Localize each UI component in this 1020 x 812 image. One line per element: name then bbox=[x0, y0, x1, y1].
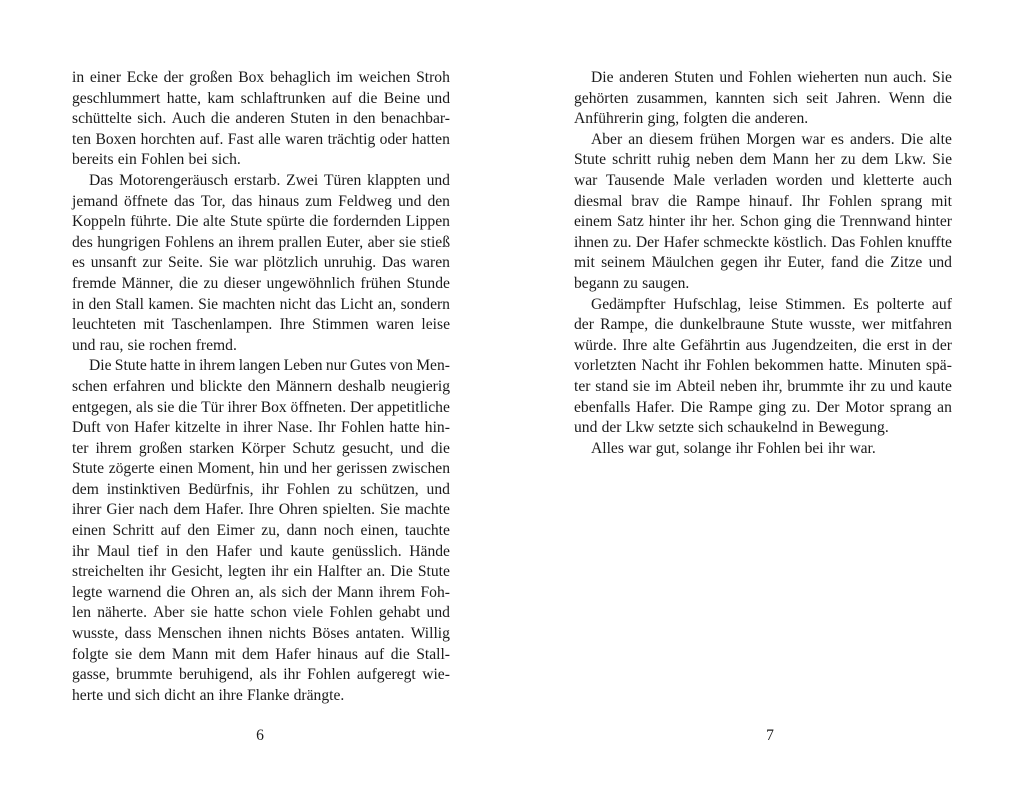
text-line: der Rampe, die dunkelbraune Stute wusste, wer mitfahren bbox=[574, 316, 952, 334]
text-line: und rau, sie rochen fremd. bbox=[72, 336, 237, 354]
text-line: Anführerin ging, folgten die anderen. bbox=[574, 110, 809, 128]
text-line: und der Lkw setzte sich schaukelnd in Bewegung. bbox=[574, 419, 889, 437]
text-line: wusste, dass Menschen ihnen nichts Böses antaten. Willig bbox=[72, 625, 450, 643]
text-line: einem Satz hinter ihr her. Schon ging die Trennwand hinter bbox=[574, 213, 952, 231]
text-line: jemand öffnete das Tor, das hinaus zum Feldweg und den bbox=[72, 192, 450, 210]
text-line: ihr Maul tief in den Hafer und kaute genüsslich. Hände bbox=[72, 542, 450, 560]
text-line: schen erfahren und blickte den Männern deshalb neugierig bbox=[72, 377, 450, 395]
text-line: in einer Ecke der großen Box behaglich im weichen Stroh bbox=[72, 69, 450, 86]
text-line: Das Motorengeräusch erstarb. Zwei Türen klappten und bbox=[89, 171, 450, 189]
text-line: dem instinktiven Bedürfnis, ihr Fohlen zu schützen, und bbox=[72, 480, 450, 498]
text-line: einen Schritt auf den Eimer zu, dann noch einen, tauchte bbox=[72, 522, 450, 540]
text-line: Die Stute hatte in ihrem langen Leben nur Gutes von Men- bbox=[89, 357, 450, 375]
right-page bbox=[510, 0, 1020, 812]
page-number-right: 7 bbox=[766, 727, 774, 744]
text-line: mit seinem Mäulchen gegen ihr Euter, fand die Zitze und bbox=[574, 254, 952, 272]
text-line: Duft von Hafer kitzelte in ihrer Nase. Ihr Fohlen hatte hin- bbox=[72, 419, 450, 437]
text-line: Stute zögerte einen Moment, hin und her gerissen zwischen bbox=[72, 460, 450, 478]
text-line: in den Stall kamen. Sie machten nicht das Licht an, sondern bbox=[72, 295, 450, 313]
right-page-text bbox=[574, 68, 952, 459]
text-line: Alles war gut, solange ihr Fohlen bei ihr war. bbox=[591, 439, 876, 457]
text-line: Die anderen Stuten und Fohlen wieherten nun auch. Sie bbox=[591, 69, 952, 86]
text-line: ter stand sie im Abteil neben ihr, brummte ihr zu und kaute bbox=[574, 377, 952, 395]
text-line: bereits ein Fohlen bei sich. bbox=[72, 151, 241, 169]
text-line: folgte sie dem Mann mit dem Hafer hinaus auf die Stall- bbox=[72, 645, 450, 663]
text-line: ten Boxen horchten auf. Fast alle waren trächtig oder hatten bbox=[72, 130, 450, 148]
text-line: ebenfalls Hafer. Die Rampe ging zu. Der Motor sprang an bbox=[574, 398, 952, 416]
text-line: Aber an diesem frühen Morgen war es anders. Die alte bbox=[591, 130, 952, 148]
text-line: Stute schritt ruhig neben dem Mann her zu dem Lkw. Sie bbox=[574, 151, 952, 169]
text-line: Koppeln führte. Die alte Stute spürte die fordernden Lippen bbox=[72, 213, 450, 231]
text-line: diesmal brav die Rampe hinauf. Ihr Fohlen sprang mit bbox=[574, 192, 952, 210]
text-line: ter ihrem großen starken Körper Schutz gesucht, und die bbox=[72, 439, 450, 457]
text-line: streichelten ihr Gesicht, legten ihr ein Halfter an. Die Stute bbox=[72, 563, 450, 581]
text-line: ihnen zu. Der Hafer schmeckte köstlich. Das Fohlen knuffte bbox=[574, 233, 952, 251]
text-line: Gedämpfter Hufschlag, leise Stimmen. Es polterte auf bbox=[591, 295, 952, 313]
text-line: len näherte. Aber sie hatte schon viele Fohlen gehabt und bbox=[72, 604, 450, 622]
text-line: gasse, brummte beruhigend, als ihr Fohlen aufgeregt wie- bbox=[72, 666, 450, 684]
text-line: leuchteten mit Taschenlampen. Ihre Stimmen waren leise bbox=[72, 316, 450, 334]
text-line: fremde Männer, die zu dieser ungewöhnlich frühen Stunde bbox=[72, 274, 450, 292]
text-line: begann zu saugen. bbox=[574, 274, 690, 292]
text-line: geschlummert hatte, kam schlaftrunken auf die Beine und bbox=[72, 89, 450, 107]
text-line: entgegen, als sie die Tür ihrer Box öffneten. Der appetitliche bbox=[72, 398, 450, 416]
left-page-text bbox=[72, 68, 450, 706]
text-line: legte warnend die Ohren an, als sich der Mann ihrem Foh- bbox=[72, 583, 450, 601]
text-line: schüttelte sich. Auch die anderen Stuten in den benachbar- bbox=[72, 110, 450, 128]
text-line: vorletzten Nacht ihr Fohlen bekommen hatte. Minuten spä- bbox=[574, 357, 952, 375]
text-line: würde. Ihre alte Gefährtin aus Jugendzeiten, die erst in der bbox=[574, 336, 952, 354]
text-line: es unsanft zur Seite. Sie war plötzlich unruhig. Das waren bbox=[72, 254, 450, 272]
text-line: des hungrigen Fohlens an ihrem prallen Euter, aber sie stieß bbox=[72, 233, 450, 251]
text-line: ihrer Gier nach dem Hafer. Ihre Ohren spielten. Sie machte bbox=[72, 501, 450, 519]
text-line: gehörten zusammen, kannten sich seit Jahren. Wenn die bbox=[574, 89, 952, 107]
text-line: war Tausende Male verladen worden und kletterte auch bbox=[574, 171, 952, 189]
text-line: herte und sich dicht an ihre Flanke drängte. bbox=[72, 686, 345, 704]
page-number-left: 6 bbox=[256, 727, 264, 744]
